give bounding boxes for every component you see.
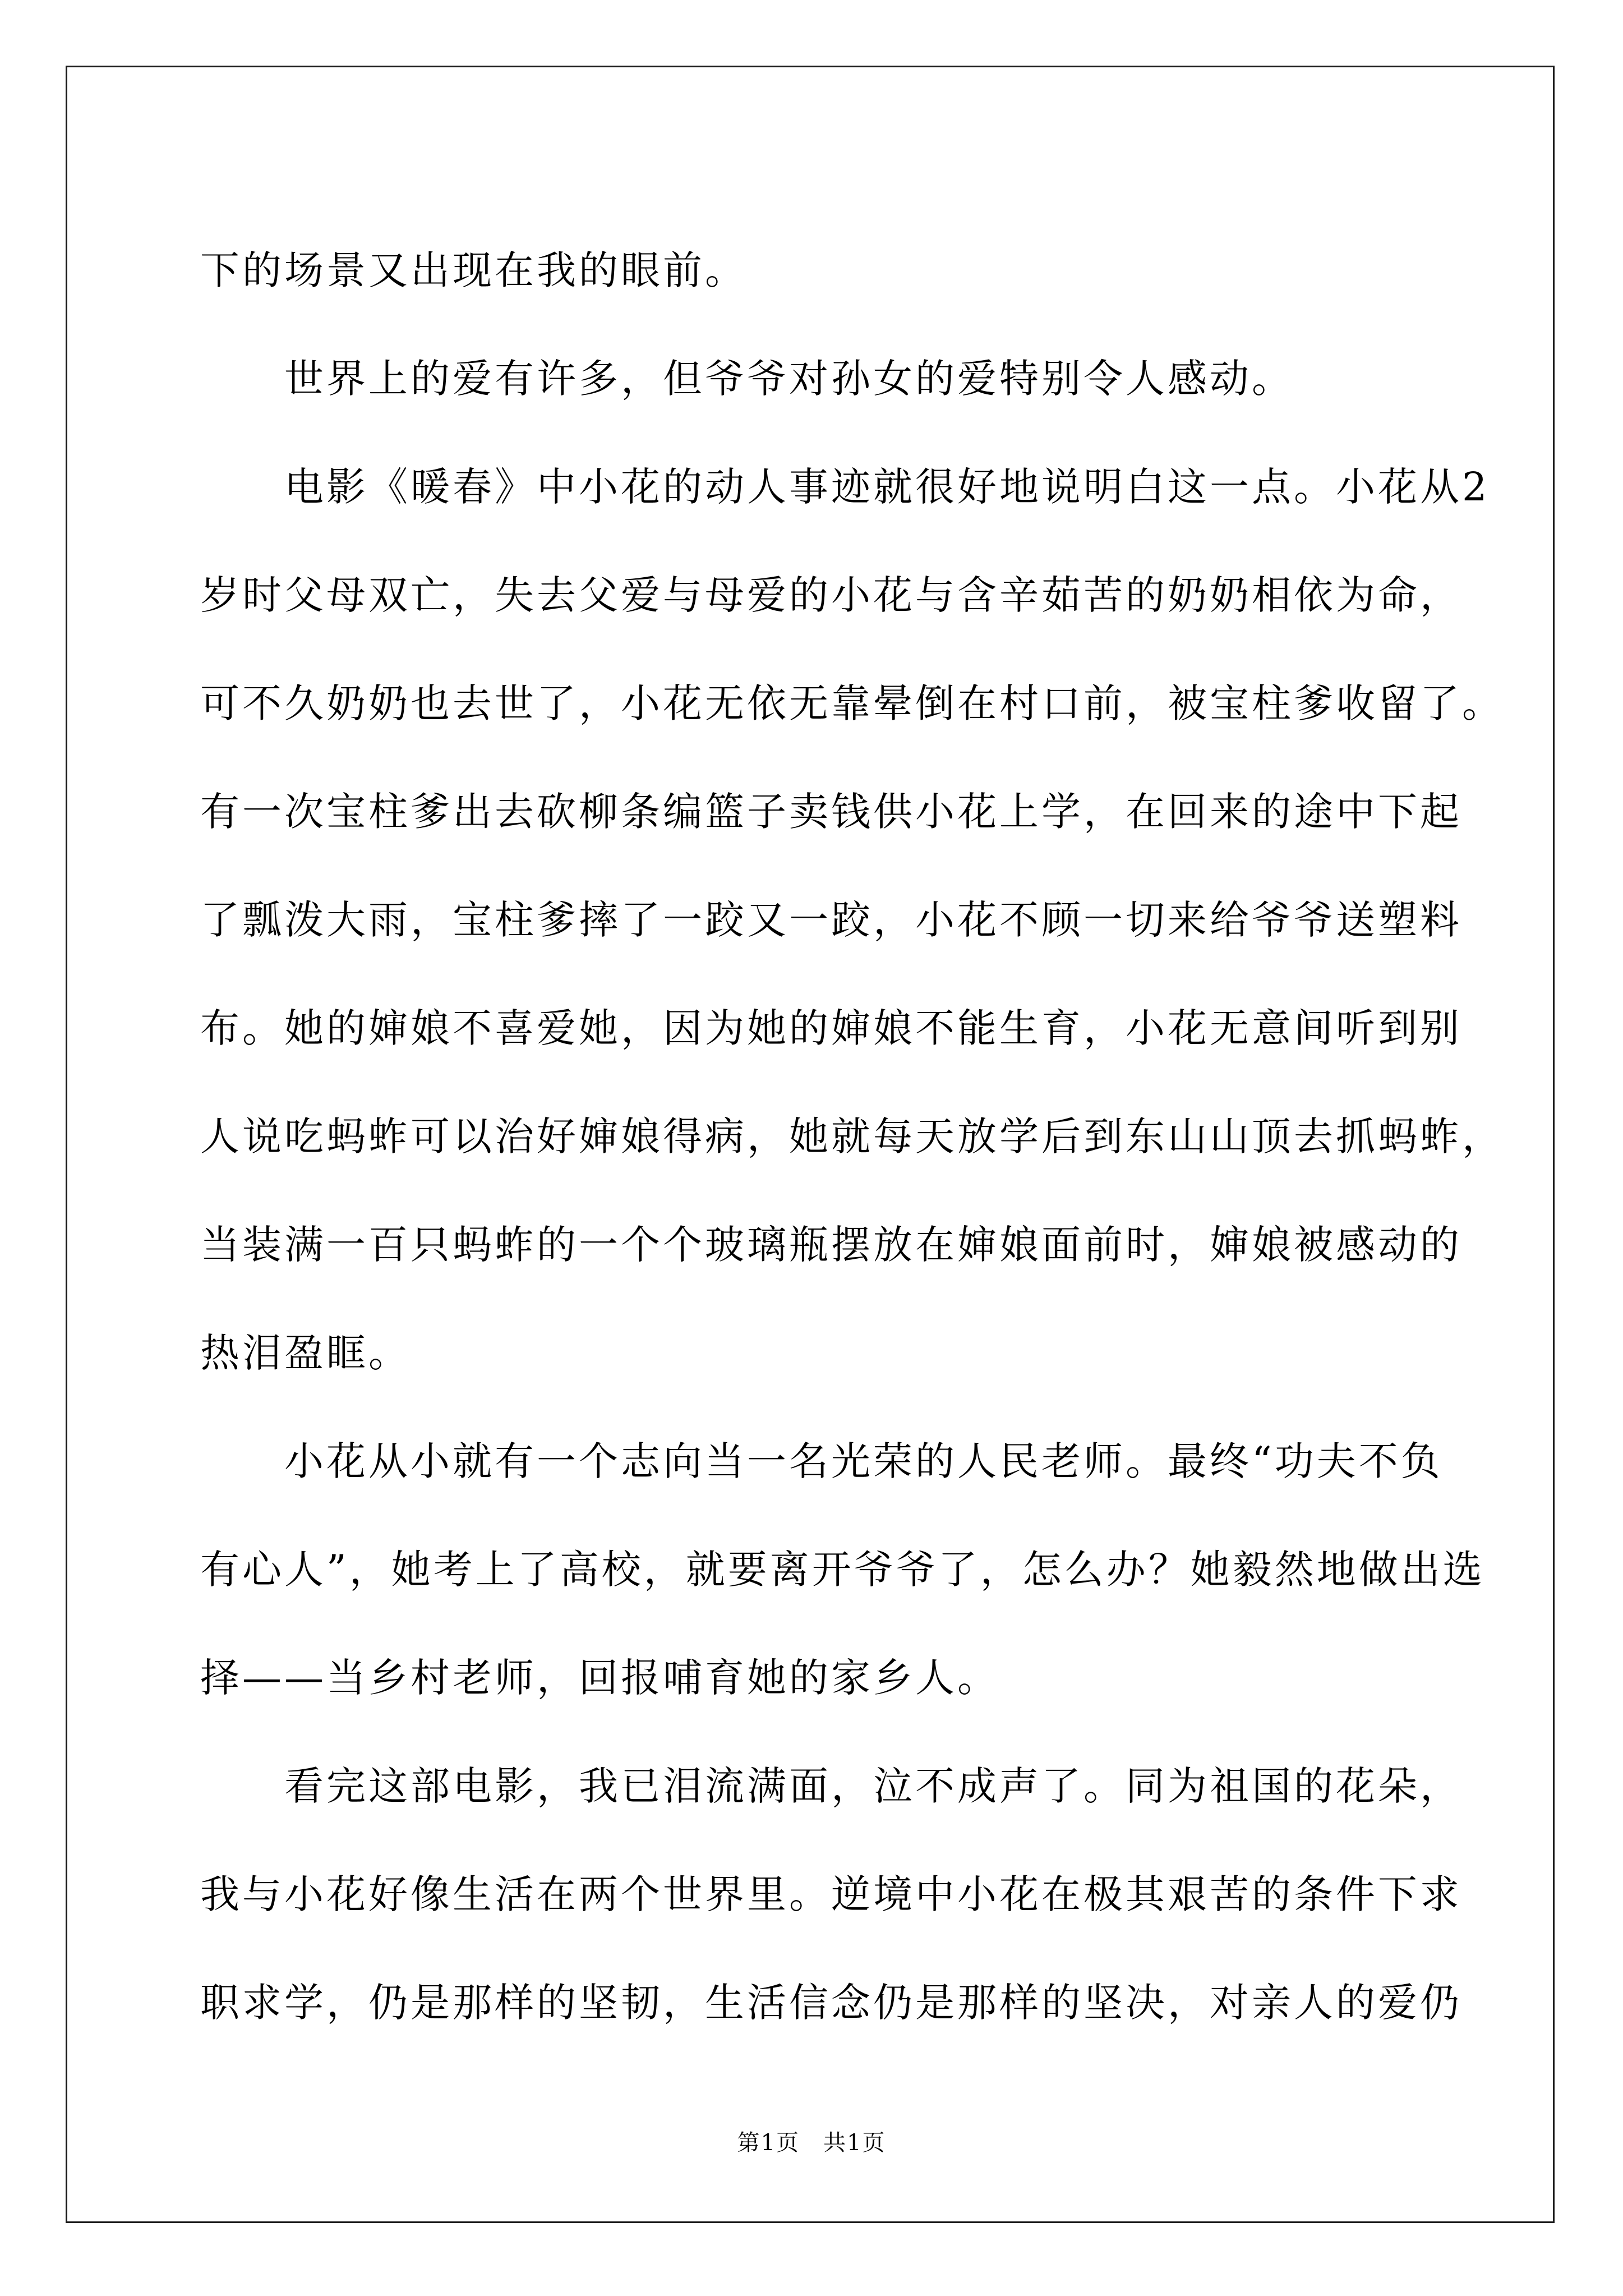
body-text [200, 217, 1504, 2057]
text-line: 下的场景又出现在我的眼前。 [200, 247, 747, 293]
text-line: 世界上的爱有许多，但爷爷对孙女的爱特别令人感动。 [200, 356, 1294, 402]
text-line: 人说吃蚂蚱可以治好婶娘得病，她就每天放学后到东山山顶去抓蚂蚱， [200, 1114, 1504, 1159]
text-line: 有一次宝柱爹出去砍柳条编篮子卖钱供小花上学，在回来的途中下起 [200, 789, 1462, 835]
text-line: 看完这部电影，我已泪流满面，泣不成声了。同为祖国的花朵， [200, 1763, 1462, 1809]
text-line: 了瓢泼大雨，宝柱爹摔了一跤又一跤，小花不顾一切来给爷爷送塑料 [200, 897, 1462, 943]
page-footer [0, 2126, 1623, 2160]
text-line: 电影《暖春》中小花的动人事迹就很好地说明白这一点。小花从2 [200, 464, 1490, 510]
page-number: 第1页 共1页 [737, 2130, 886, 2156]
text-line: 当装满一百只蚂蚱的一个个玻璃瓶摆放在婶娘面前时，婶娘被感动的 [200, 1222, 1462, 1268]
text-line: 择——当乡村老师，回报哺育她的家乡人。 [200, 1655, 999, 1701]
text-line: 可不久奶奶也去世了，小花无依无靠晕倒在村口前，被宝柱爹收留了。 [200, 680, 1504, 726]
text-line: 小花从小就有一个志向当一名光荣的人民老师。最终“功夫不负 [200, 1438, 1443, 1484]
text-line: 岁时父母双亡，失去父爱与母爱的小花与含辛茹苦的奶奶相依为命， [200, 572, 1462, 618]
text-line: 布。她的婶娘不喜爱她，因为她的婶娘不能生育，小花无意间听到别 [200, 1005, 1462, 1051]
text-line: 我与小花好像生活在两个世界里。逆境中小花在极其艰苦的条件下求 [200, 1871, 1462, 1917]
text-line: 职求学，仍是那样的坚韧，生活信念仍是那样的坚决，对亲人的爱仍 [200, 1980, 1462, 2026]
text-line: 热泪盈眶。 [200, 1330, 411, 1376]
text-line: 有心人”，她考上了高校，就要离开爷爷了，怎么办？她毅然地做出选 [200, 1547, 1485, 1593]
